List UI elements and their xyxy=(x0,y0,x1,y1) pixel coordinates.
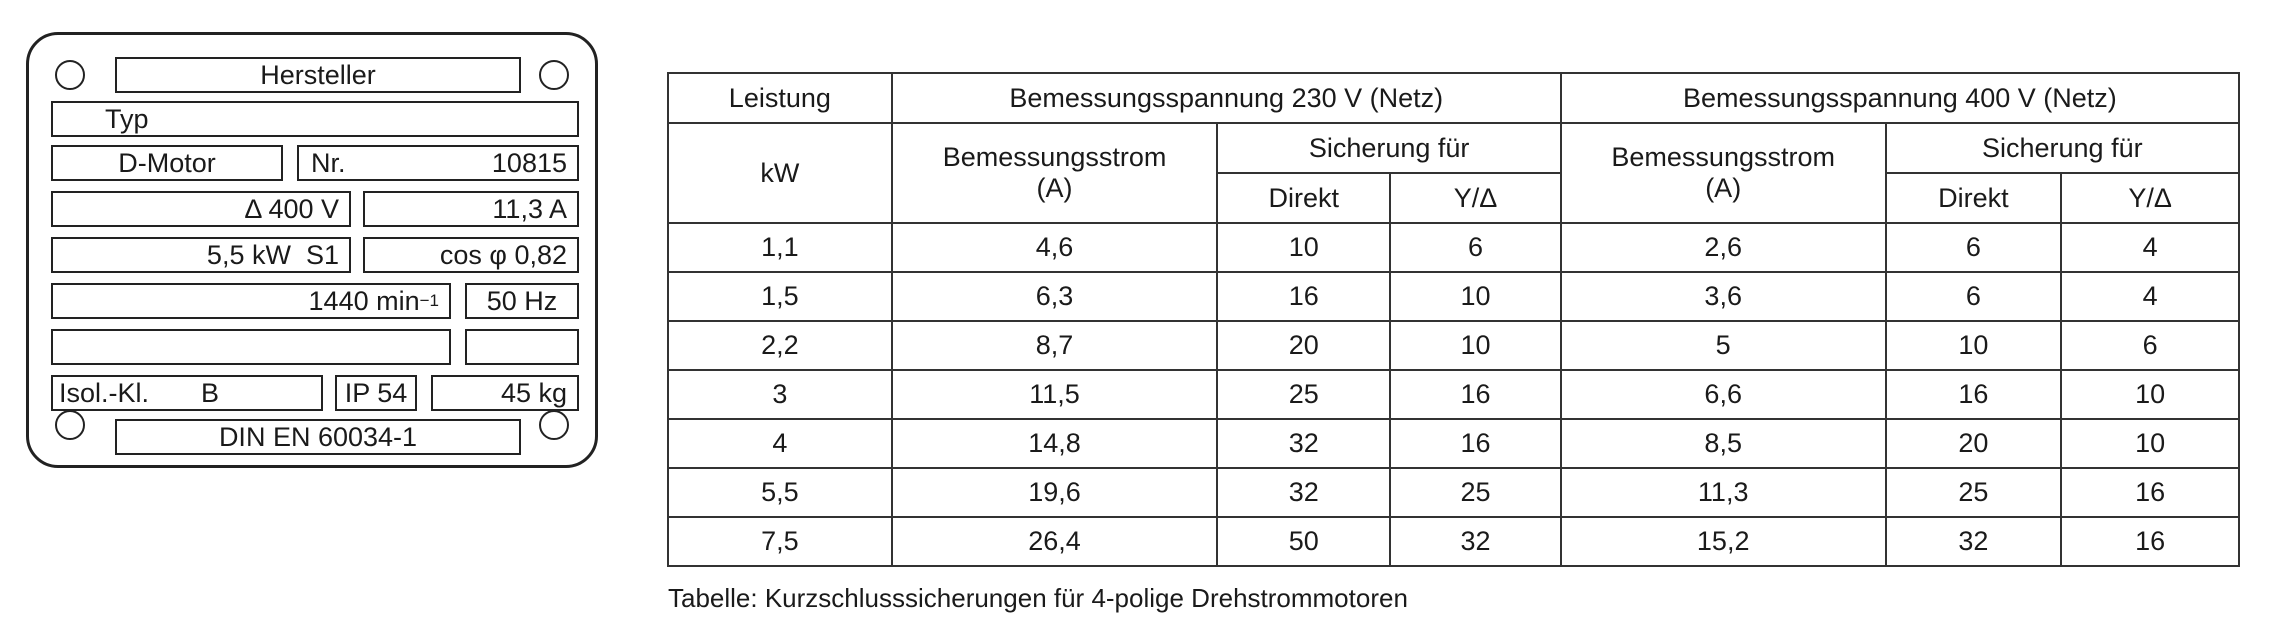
power-factor-label: cos φ xyxy=(439,239,507,270)
frequency-field: 50 Hz xyxy=(465,283,579,319)
empty-field-left xyxy=(51,329,451,365)
table-row xyxy=(668,517,2239,566)
cell-ydelta-230v: 25 xyxy=(1390,468,1561,517)
cell-direkt-230v: 16 xyxy=(1217,272,1390,321)
cell-direkt-400v: 25 xyxy=(1886,468,2062,517)
cell-strom-400v: 5 xyxy=(1561,321,1886,370)
cell-strom-230v: 14,8 xyxy=(892,419,1218,468)
cell-ydelta-400v: 16 xyxy=(2061,517,2239,566)
header-sicherung-400v: Sicherung für xyxy=(1886,123,2239,173)
table-caption: Tabelle: Kurzschlusssicherungen für 4-polige Drehstrommotoren xyxy=(668,583,1408,613)
mounting-hole-bottom-right xyxy=(539,410,569,440)
cell-ydelta-230v: 16 xyxy=(1390,370,1561,419)
cell-leistung: 5,5 xyxy=(668,468,892,517)
power-factor-field xyxy=(363,237,579,273)
protection-class-field: IP 54 xyxy=(335,375,417,411)
header-direkt-230v: Direkt xyxy=(1217,173,1390,223)
cell-strom-400v: 3,6 xyxy=(1561,272,1886,321)
cell-direkt-230v: 20 xyxy=(1217,321,1390,370)
cell-strom-400v: 2,6 xyxy=(1561,223,1886,272)
cell-strom-400v: 15,2 xyxy=(1561,517,1886,566)
cell-strom-230v: 26,4 xyxy=(892,517,1218,566)
manufacturer-field: Hersteller xyxy=(115,57,521,93)
table-row xyxy=(668,223,2239,272)
serial-number-field xyxy=(297,145,579,181)
cell-ydelta-230v: 16 xyxy=(1390,419,1561,468)
cell-ydelta-400v: 16 xyxy=(2061,468,2239,517)
header-group-230v: Bemessungsspannung 230 V (Netz) xyxy=(892,73,1561,123)
cell-strom-400v: 11,3 xyxy=(1561,468,1886,517)
cell-strom-400v: 6,6 xyxy=(1561,370,1886,419)
empty-field-right xyxy=(465,329,579,365)
table-row xyxy=(668,419,2239,468)
voltage-field: Δ 400 V xyxy=(51,191,351,227)
header-strom-230v-line2: (A) xyxy=(1036,173,1073,203)
cell-strom-230v: 11,5 xyxy=(892,370,1218,419)
header-strom-230v-line1: Bemessungsstrom xyxy=(942,142,1167,172)
table-row xyxy=(668,370,2239,419)
header-kw: kW xyxy=(668,123,892,223)
type-field: Typ xyxy=(51,101,579,137)
cell-direkt-230v: 10 xyxy=(1217,223,1390,272)
cell-direkt-400v: 32 xyxy=(1886,517,2062,566)
cell-ydelta-400v: 10 xyxy=(2061,370,2239,419)
weight-field: 45 kg xyxy=(431,375,579,411)
serial-number-label: Nr. xyxy=(311,147,346,178)
cell-strom-400v: 8,5 xyxy=(1561,419,1886,468)
cell-ydelta-400v: 6 xyxy=(2061,321,2239,370)
speed-value: 1440 min xyxy=(308,285,420,316)
header-strom-400v-line2: (A) xyxy=(1705,173,1742,203)
cell-leistung: 1,5 xyxy=(668,272,892,321)
motor-nameplate xyxy=(26,32,598,468)
header-leistung: Leistung xyxy=(668,73,892,123)
header-strom-400v-line1: Bemessungsstrom xyxy=(1611,142,1835,172)
cell-ydelta-400v: 4 xyxy=(2061,272,2239,321)
cell-leistung: 3 xyxy=(668,370,892,419)
cell-ydelta-230v: 32 xyxy=(1390,517,1561,566)
cell-ydelta-400v: 4 xyxy=(2061,223,2239,272)
cell-direkt-230v: 50 xyxy=(1217,517,1390,566)
header-direkt-400v: Direkt xyxy=(1886,173,2062,223)
table-row xyxy=(668,468,2239,517)
mounting-hole-bottom-left xyxy=(55,410,85,440)
header-ydelta-400v: Y/Δ xyxy=(2061,173,2239,223)
header-ydelta-230v: Y/Δ xyxy=(1390,173,1561,223)
header-strom-230v xyxy=(892,123,1218,223)
mounting-hole-top-left xyxy=(55,60,85,90)
cell-ydelta-230v: 10 xyxy=(1390,272,1561,321)
cell-strom-230v: 6,3 xyxy=(892,272,1218,321)
cell-strom-230v: 4,6 xyxy=(892,223,1218,272)
standard-field: DIN EN 60034-1 xyxy=(115,419,521,455)
header-strom-400v xyxy=(1561,123,1886,223)
insulation-class-field xyxy=(51,375,323,411)
table-row xyxy=(668,321,2239,370)
fuse-table xyxy=(667,72,2240,567)
cell-strom-230v: 19,6 xyxy=(892,468,1218,517)
cell-direkt-400v: 20 xyxy=(1886,419,2062,468)
cell-leistung: 1,1 xyxy=(668,223,892,272)
cell-strom-230v: 8,7 xyxy=(892,321,1218,370)
cell-direkt-400v: 10 xyxy=(1886,321,2062,370)
motor-type-field: D-Motor xyxy=(51,145,283,181)
current-field: 11,3 A xyxy=(363,191,579,227)
serial-number-value: 10815 xyxy=(491,147,567,178)
power-field xyxy=(51,237,351,273)
cell-leistung: 7,5 xyxy=(668,517,892,566)
speed-field: 1440 min −1 xyxy=(51,283,451,319)
cell-direkt-400v: 16 xyxy=(1886,370,2062,419)
cell-direkt-400v: 6 xyxy=(1886,223,2062,272)
header-sicherung-230v: Sicherung für xyxy=(1217,123,1560,173)
cell-direkt-230v: 32 xyxy=(1217,419,1390,468)
insulation-class-value: B xyxy=(201,377,220,408)
power-factor-value: 0,82 xyxy=(514,239,567,270)
cell-direkt-230v: 32 xyxy=(1217,468,1390,517)
header-group-400v: Bemessungsspannung 400 V (Netz) xyxy=(1561,73,2239,123)
cell-leistung: 4 xyxy=(668,419,892,468)
cell-direkt-230v: 25 xyxy=(1217,370,1390,419)
cell-ydelta-230v: 6 xyxy=(1390,223,1561,272)
cell-direkt-400v: 6 xyxy=(1886,272,2062,321)
mounting-hole-top-right xyxy=(539,60,569,90)
insulation-class-label: Isol.-Kl. xyxy=(59,377,150,408)
cell-ydelta-230v: 10 xyxy=(1390,321,1561,370)
cell-ydelta-400v: 10 xyxy=(2061,419,2239,468)
table-row xyxy=(668,272,2239,321)
cell-leistung: 2,2 xyxy=(668,321,892,370)
duty-value: S1 xyxy=(305,239,339,270)
power-value: 5,5 kW xyxy=(206,239,291,270)
